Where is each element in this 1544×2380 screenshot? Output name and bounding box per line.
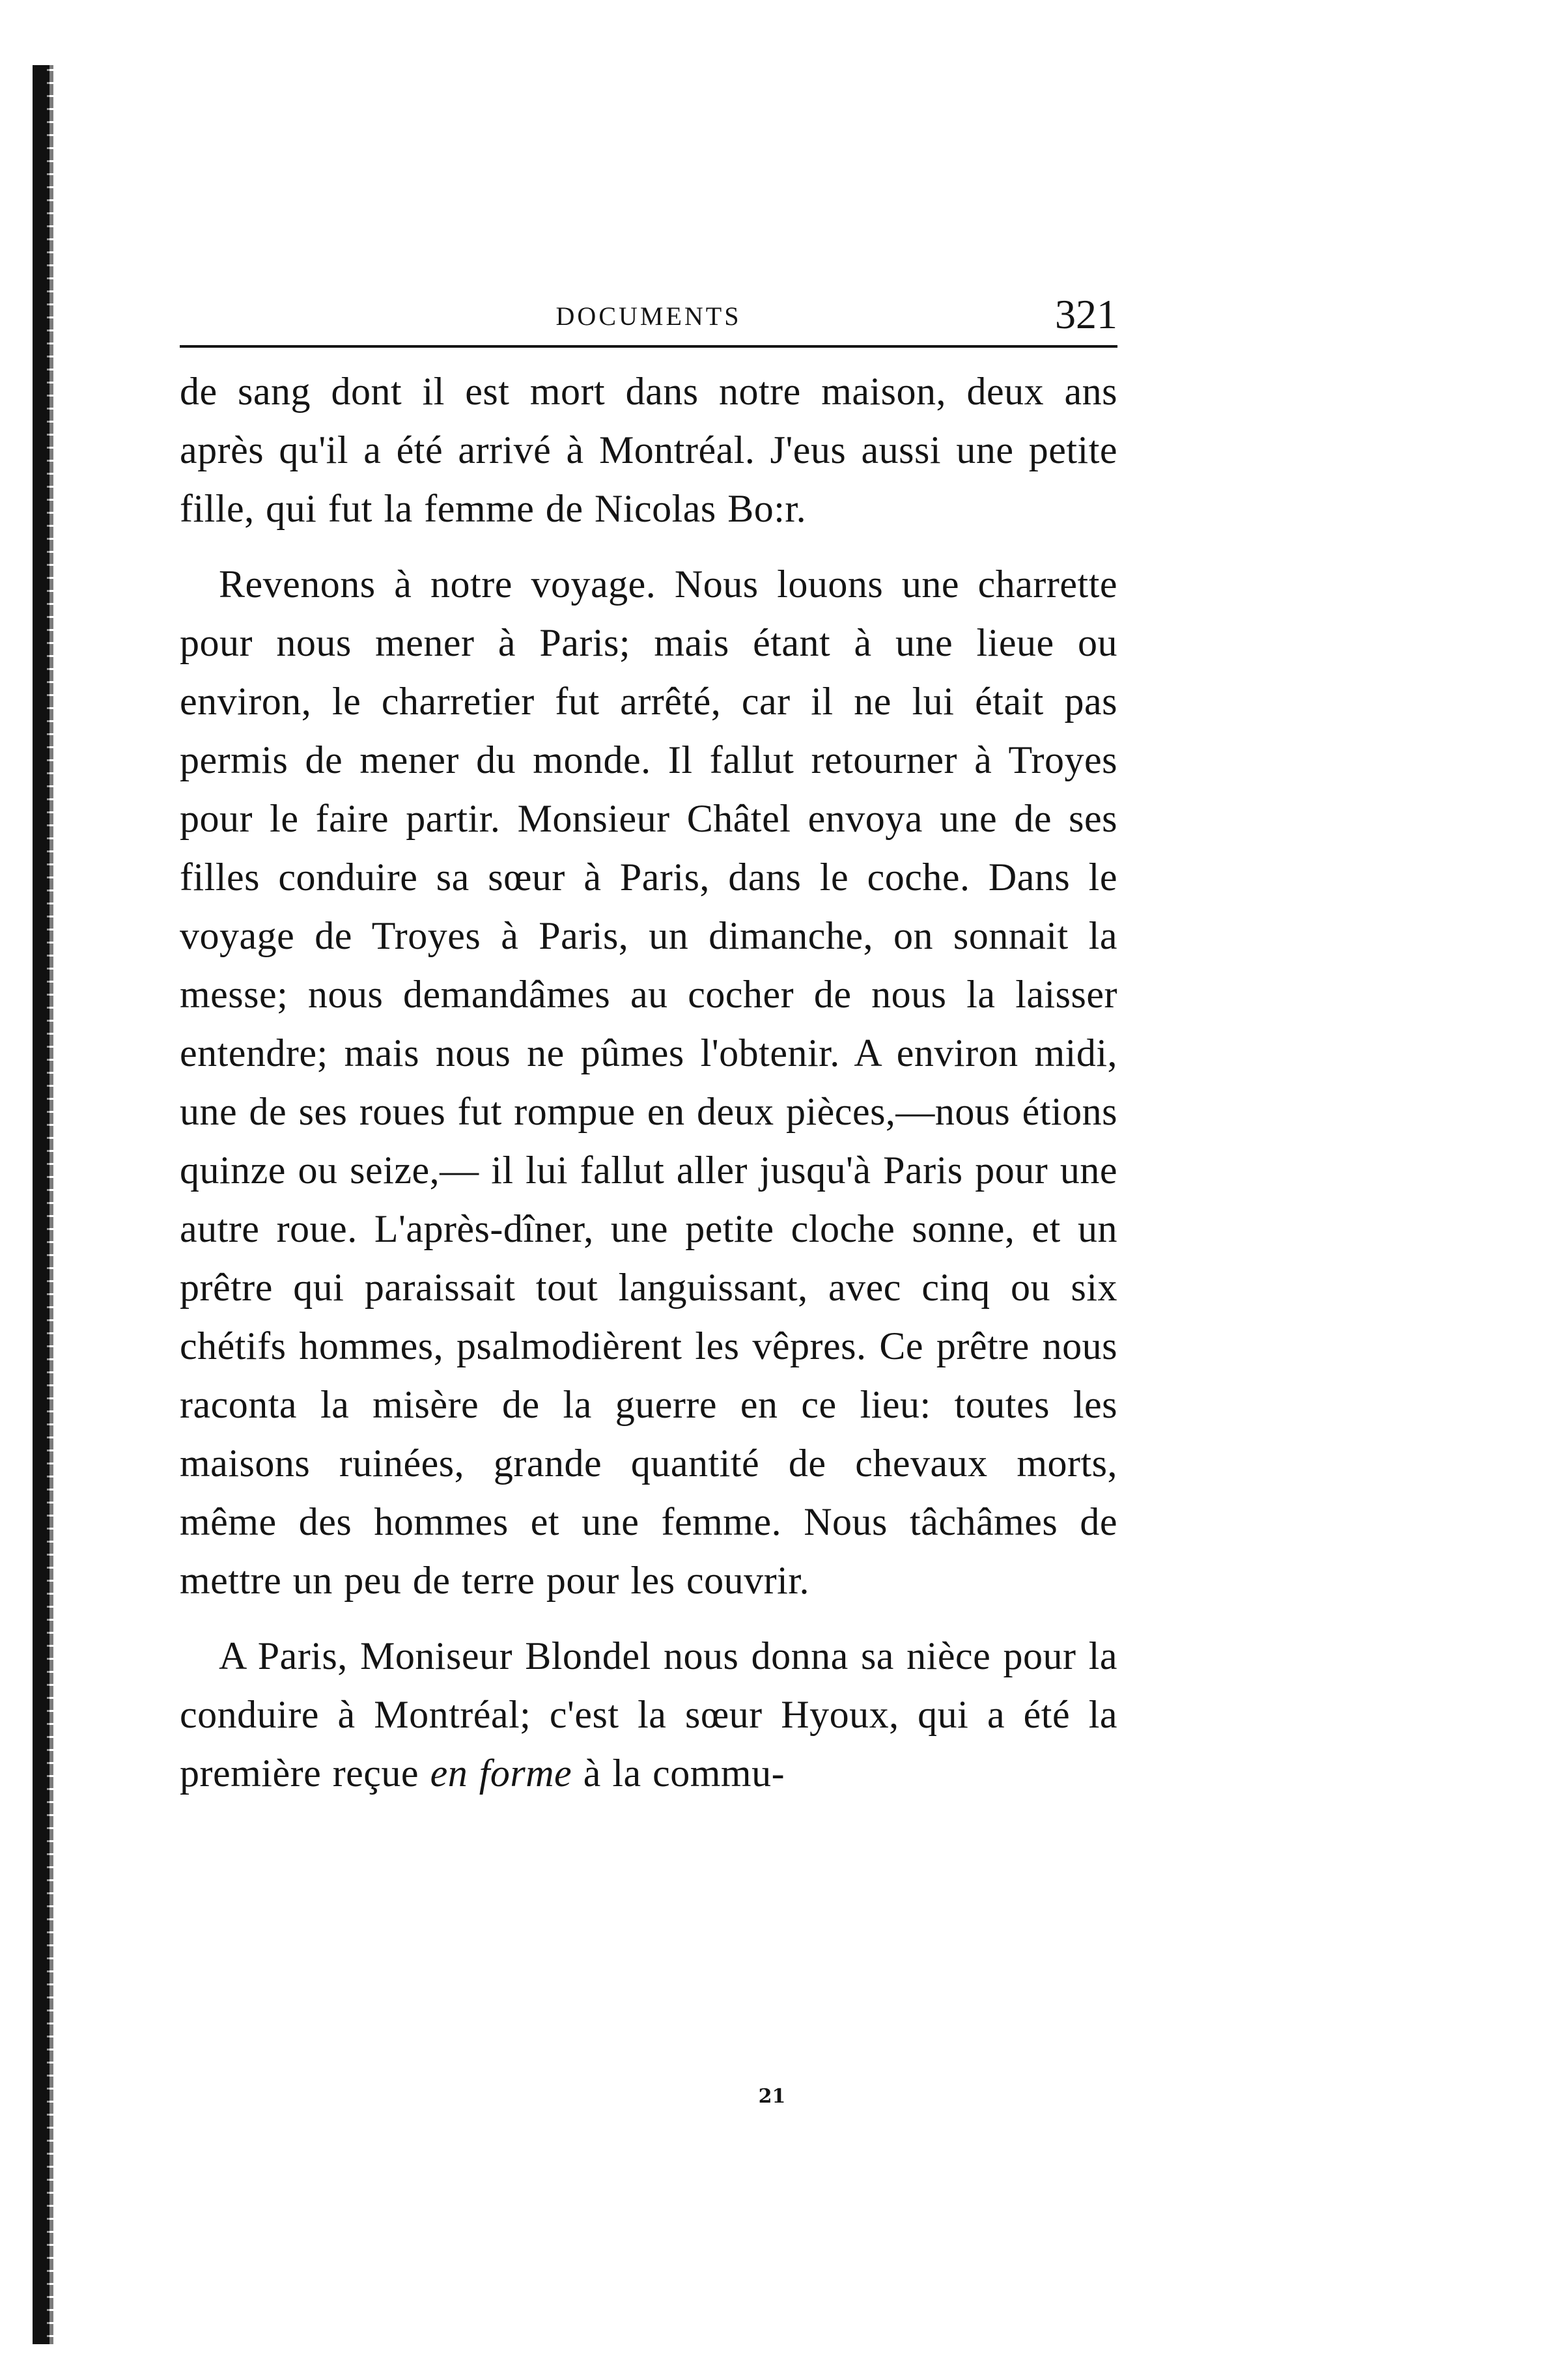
book-page — [180, 287, 1117, 1802]
paragraph-3-italic: en forme — [430, 1752, 572, 1795]
paragraph-2: Revenons à notre voyage. Nous louons une charrette pour nous mener à Paris; mais étant à une lieue ou environ, le charretier fut arrêté, car il ne lui était pas permis de mener du monde. Il fallut retourner à Troyes pour le faire partir. Monsieur Châtel envoya une de ses filles conduire sa sœur à Paris, dans le coche. Dans le voyage de Troyes à Paris, un dimanche, on sonnait la messe; nous demandâmes au cocher de nous la laisser entendre; mais nous ne pûmes l'obtenir. A environ midi, une de ses roues fut rompue en deux pièces,—nous étions quinze ou seize,— il lui fallut aller jusqu'à Paris pour une autre roue. L'après-dîner, une petite cloche sonne, et un prêtre qui paraissait tout languissant, avec cinq ou six chétifs hommes, psalmodièrent les vêpres. Ce prêtre nous raconta la misère de la guerre en ce lieu: toutes les maisons ruinées, grande quantité de chevaux morts, même des hommes et une femme. Nous tâchâmes de mettre un peu de terre pour les couvrir. — [180, 563, 1117, 1602]
paragraph-3 — [180, 1627, 1117, 1802]
header-rule — [180, 345, 1117, 348]
printer-signature-mark: 21 — [758, 2085, 786, 2108]
body-text — [180, 362, 1117, 1802]
running-title: DOCUMENTS — [555, 301, 742, 331]
scan-binding-fringe — [47, 65, 53, 2344]
paragraph-3-end: à la commu- — [572, 1752, 785, 1795]
running-head — [180, 287, 1117, 337]
paragraph-1: de sang dont il est mort dans notre maison, deux ans après qu'il a été arrivé à Montréal. J'eus aussi une petite fille, qui fut la femme de Nicolas Bo​​:r. — [180, 370, 1117, 530]
paragraph-3-start: A Paris, Moniseur Blondel nous donna sa nièce pour la conduire à Montréal; c'est la sœur Hyoux, qui a été la première reçue — [180, 1634, 1117, 1795]
page-number: 321 — [1055, 291, 1117, 337]
